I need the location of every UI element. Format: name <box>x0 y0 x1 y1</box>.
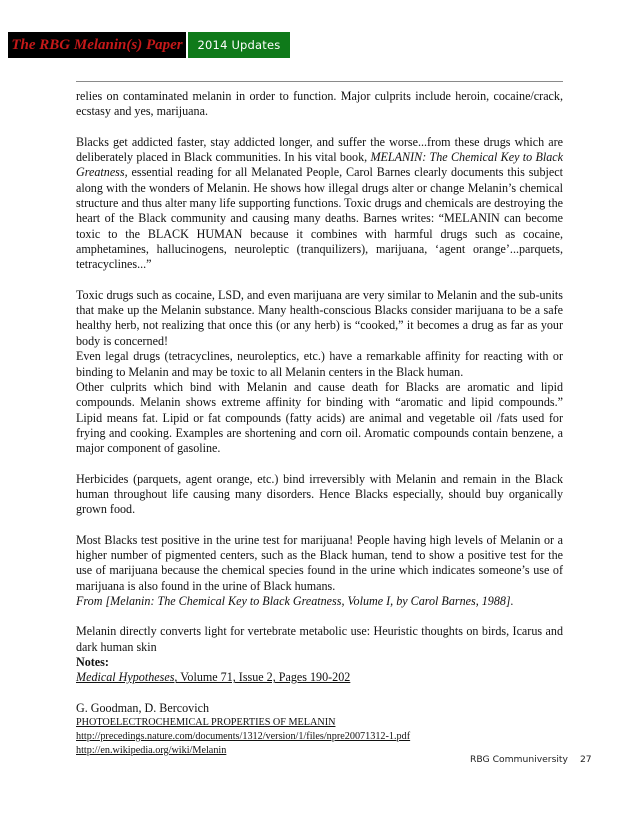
paragraph-5: Other culprits which bind with Melanin and cause death for Blacks are aromatic and lipid compounds. Melanin shows extreme affinity for binding with “aromatic and lipid compounds.” Lipid means fat. Lipid or fat compounds (fatty acids) are animal and vegetable oil /fats used for frying and cooking. Examples are shortening and corn oil. Aromatic compounds contain benzene, a major component of gasoline. <box>76 379 563 456</box>
journal-name: Medical Hypotheses <box>76 670 175 685</box>
paragraph-8: Melanin directly converts light for vertebrate metabolic use: Heuristic thoughts on birds, Icarus and dark human skin <box>76 624 563 654</box>
page-footer <box>470 754 592 765</box>
source-citation-text: From [Melanin: The Chemical Key to Black Greatness, Volume I, by Carol Barnes, 1988]. <box>76 593 514 608</box>
page-number: 27 <box>579 754 592 765</box>
paragraph-4: Even legal drugs (tetracyclines, neuroleptics, etc.) have a remarkable affinity for reacting with or binding to Melanin and may be toxic to all Melanin centers in the Black human. <box>76 349 563 379</box>
paragraph-6: Herbicides (parquets, agent orange, etc.) bind irreversibly with Melanin and remain in the Black human throughout life causing many disorders. Hence Blacks especially, should buy organically grown food. <box>76 471 563 517</box>
paragraph-2 <box>76 135 563 273</box>
nature-link[interactable]: http://precedings.nature.com/documents/1312/version/1/files/npre20071312-1.pdf <box>76 731 411 743</box>
book-title: MELANIN: The Chemical Key to Black Greatness, <box>76 150 564 180</box>
updates-badge: 2014 Updates <box>188 32 290 58</box>
paper-title: The RBG Melanin(s) Paper <box>8 32 186 58</box>
header-divider <box>76 81 563 82</box>
footer-label: RBG Communiversity <box>470 754 568 765</box>
source-citation <box>76 594 563 609</box>
paragraph-3: Toxic drugs such as cocaine, LSD, and even marijuana are very similar to Melanin and the sub-units that make up the Melanin substance. Many health-conscious Blacks consider marijuana to be a safe healthy herb, not realizing that once this (or any herb) is “cooked,” it becomes a drug as far as your body is concerned! <box>76 287 563 348</box>
paragraph-2-start: Blacks get addicted faster, stay addicted longer, and suffer the worse...from these drugs which are deliberately placed in Black communities. In his vital book, <box>76 134 563 165</box>
journal-details: , Volume 71, Issue 2, Pages 190-202 <box>174 670 351 685</box>
paragraph-1: relies on contaminated melanin in order to function. Major culprits include heroin, cocaine/crack, ecstasy and yes, marijuana. <box>76 89 563 119</box>
reference-title-link[interactable]: PHOTOELECTROCHEMICAL PROPERTIES OF MELANIN <box>76 717 336 729</box>
authors: G. Goodman, D. Bercovich <box>76 700 210 715</box>
header-banner <box>8 32 290 58</box>
paragraph-7: Most Blacks test positive in the urine test for marijuana! People having high levels of Melanin or a higher number of pigmented centers, such as the Black human, tend to show a positive test for the use of marijuana because the chemical species found in the urine which indicates someone’s use of marijuana is also found in the urine of Black humans. <box>76 532 563 593</box>
page-body <box>76 89 563 758</box>
wikipedia-link[interactable]: http://en.wikipedia.org/wiki/Melanin <box>76 745 227 757</box>
paragraph-2-rest: essential reading for all Melanated People, Carol Barnes clearly documents this subject along with the wonders of Melanin. He shows how illegal drugs alter or change Melanin’s chemical structure and thus alter many life supporting functions. Toxic drugs and chemicals are destroying the heart of the Black community and causing many deaths. Barnes writes: “MELANIN can become toxic to the BLACK HUMAN because it combines with harmful drugs such as cocaine, amphetamines, hallucinogens, neuroleptic (tranquilizers), marijuana, ‘agent orange’...parquets, tetracyclines...” <box>76 165 563 272</box>
notes-label: Notes: <box>76 655 109 669</box>
journal-reference[interactable] <box>76 670 563 685</box>
